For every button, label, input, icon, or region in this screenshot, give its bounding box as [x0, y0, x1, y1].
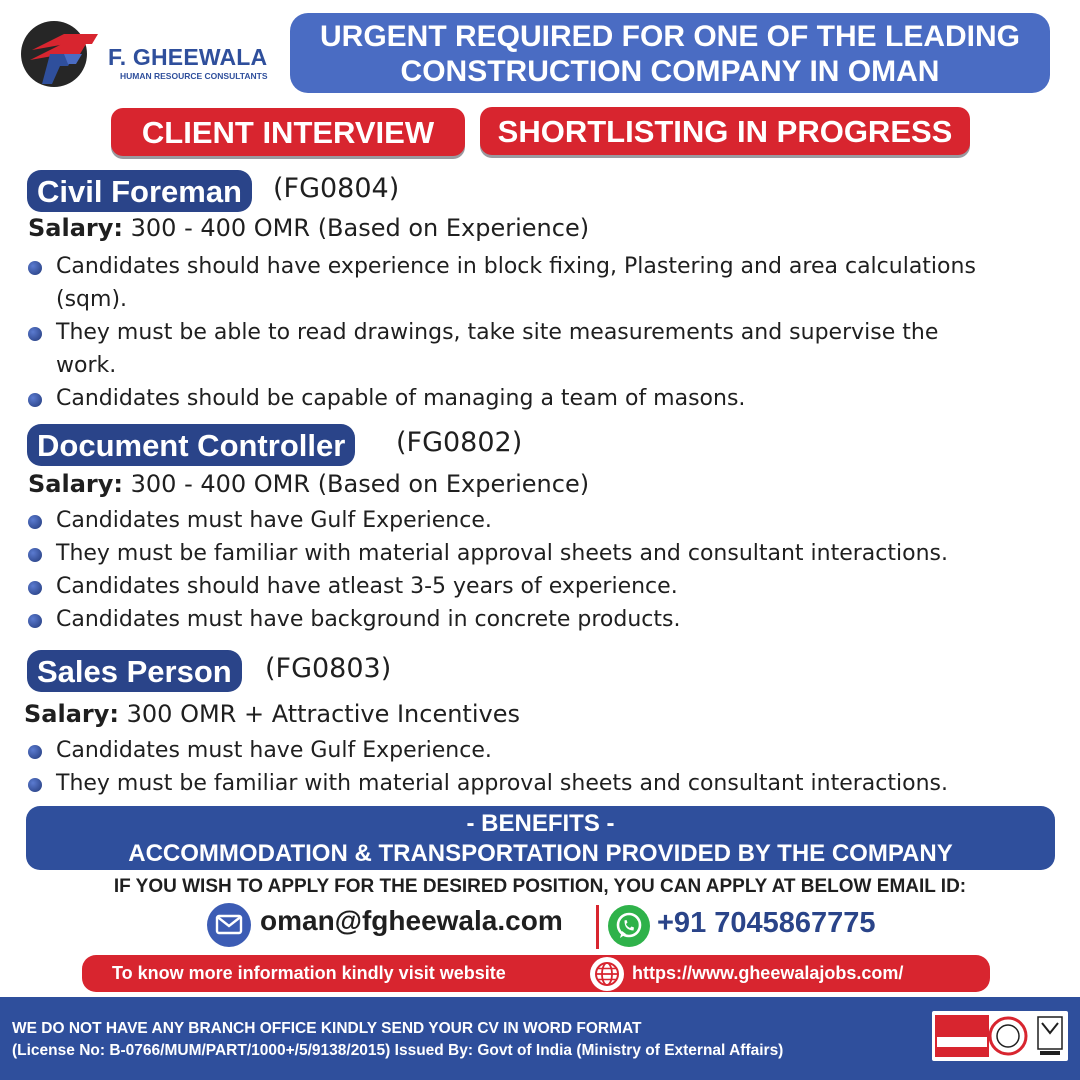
whatsapp-icon — [608, 905, 650, 947]
benefits-heading: - BENEFITS - — [466, 810, 615, 837]
job-title-civil-foreman: Civil Foreman — [27, 170, 252, 212]
benefits-text: ACCOMMODATION & TRANSPORTATION PROVIDED BY THE COMPANY — [128, 840, 953, 867]
job-salary — [24, 700, 520, 728]
salary-label: Salary: — [28, 470, 123, 498]
bullet-icon — [28, 261, 42, 275]
phone-link[interactable]: +91 7045867775 — [657, 907, 876, 939]
email-link[interactable]: oman@fgheewala.com — [260, 905, 563, 936]
list-item: Candidates must have background in concrete products. — [28, 603, 1078, 636]
company-logo — [20, 20, 280, 90]
list-item: They must be familiar with material approval sheets and consultant interactions. — [28, 537, 1078, 570]
list-item: Candidates must have Gulf Experience. — [28, 504, 1078, 537]
job-salary — [28, 470, 589, 498]
headline-banner — [290, 13, 1050, 93]
logo-mark-icon — [20, 20, 98, 88]
apply-instruction: IF YOU WISH TO APPLY FOR THE DESIRED POSITION, YOU CAN APPLY AT BELOW EMAIL ID: — [113, 876, 967, 897]
job-title-sales-person: Sales Person — [27, 650, 242, 692]
salary-value: 300 - 400 OMR (Based on Experience) — [130, 470, 590, 498]
salary-value: 300 OMR + Attractive Incentives — [126, 700, 520, 728]
headline-line-1: URGENT REQUIRED FOR ONE OF THE LEADING — [319, 20, 1021, 53]
bullet-icon — [28, 581, 42, 595]
bullet-icon — [28, 614, 42, 628]
bullet-icon — [28, 393, 42, 407]
job-salary — [28, 214, 589, 242]
certification-badge — [932, 1011, 1068, 1061]
bullet-icon — [28, 327, 42, 341]
footer — [0, 997, 1080, 1080]
headline-line-2: CONSTRUCTION COMPANY IN OMAN — [400, 55, 940, 88]
requirements-list — [28, 250, 988, 415]
requirements-list — [28, 734, 1078, 800]
job-code: (FG0804) — [273, 173, 400, 204]
job-title-document-controller: Document Controller — [27, 424, 355, 466]
list-item: Candidates should be capable of managing a team of masons. — [28, 382, 988, 415]
bullet-icon — [28, 515, 42, 529]
bullet-icon — [28, 778, 42, 792]
list-item: They must be familiar with material approval sheets and consultant interactions. — [28, 767, 1078, 800]
job-code: (FG0803) — [265, 653, 392, 684]
brand-tagline: HUMAN RESOURCE CONSULTANTS — [120, 71, 268, 81]
footer-notice: WE DO NOT HAVE ANY BRANCH OFFICE KINDLY SEND YOUR CV IN WORD FORMAT — [12, 1020, 642, 1037]
website-label: To know more information kindly visit website — [112, 963, 506, 983]
salary-label: Salary: — [24, 700, 119, 728]
salary-value: 300 - 400 OMR (Based on Experience) — [130, 214, 590, 242]
globe-icon — [590, 957, 624, 991]
list-item: Candidates should have experience in block fixing, Plastering and area calculations (sqm). — [28, 250, 988, 316]
bullet-icon — [28, 548, 42, 562]
salary-label: Salary: — [28, 214, 123, 242]
list-item: They must be able to read drawings, take site measurements and supervise the work. — [28, 316, 988, 382]
requirements-list — [28, 504, 1078, 636]
job-code: (FG0802) — [396, 427, 523, 458]
website-link[interactable]: https://www.gheewalajobs.com/ — [632, 963, 904, 983]
list-item: Candidates must have Gulf Experience. — [28, 734, 1078, 767]
website-bar — [82, 955, 990, 992]
contact-divider — [596, 905, 599, 949]
shortlisting-badge: SHORTLISTING IN PROGRESS — [480, 107, 970, 155]
footer-license: (License No: B-0766/MUM/PART/1000+/5/9138/2015) Issued By: Govt of India (Ministry of External Affairs) — [12, 1042, 784, 1059]
brand-name: F. GHEEWALA — [108, 44, 268, 70]
benefits-banner — [26, 806, 1055, 870]
mail-icon — [207, 903, 251, 947]
bullet-icon — [28, 745, 42, 759]
client-interview-badge: CLIENT INTERVIEW — [111, 108, 465, 156]
list-item: Candidates should have atleast 3-5 years of experience. — [28, 570, 1078, 603]
